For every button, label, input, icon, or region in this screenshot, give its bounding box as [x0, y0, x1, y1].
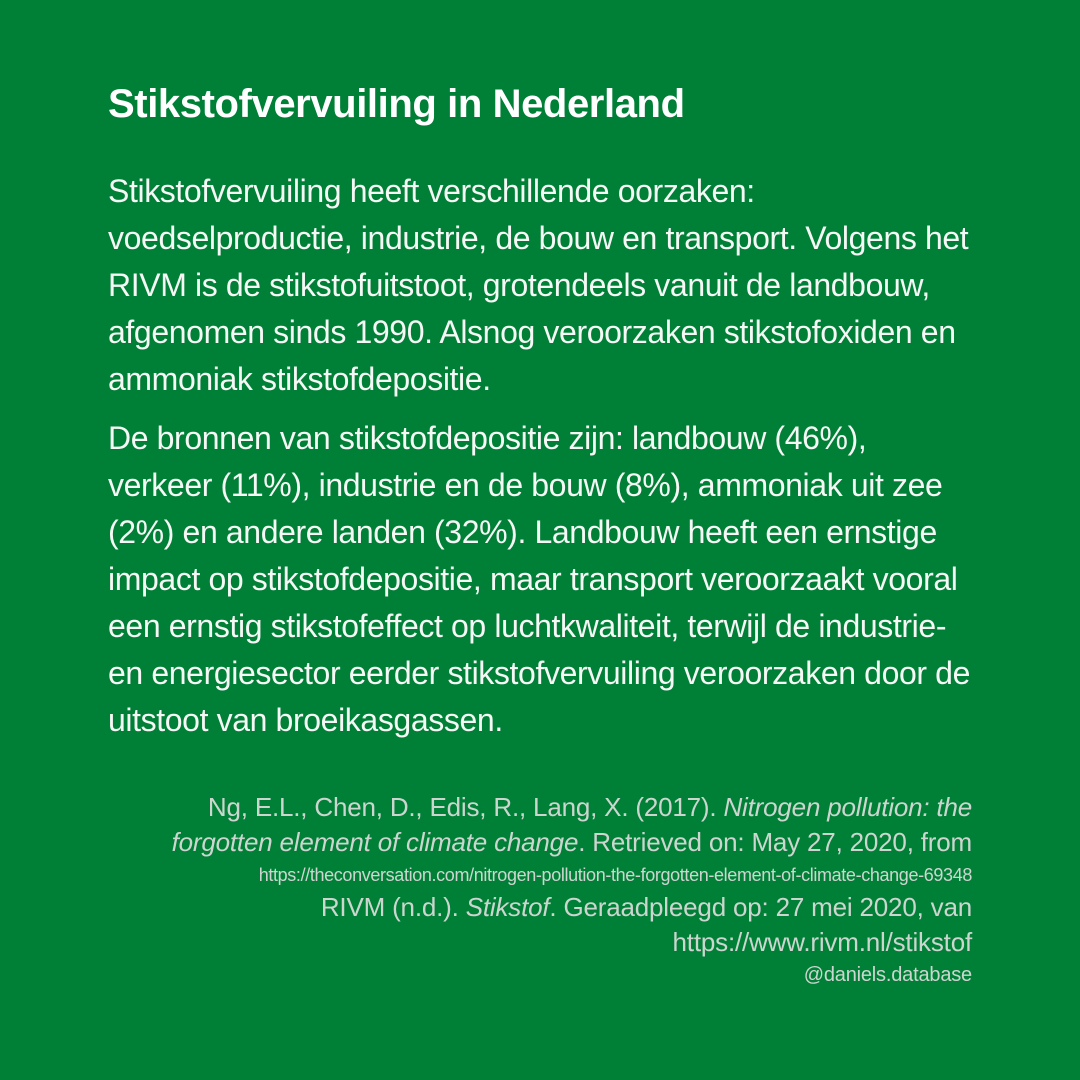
citation-1-url: https://theconversation.com/nitrogen-pollution-the-forgotten-element-of-climate-change-69348: [258, 865, 972, 885]
citation-2-retrieved: . Geraadpleegd op: 27 mei 2020, van: [549, 892, 972, 922]
citation-1-authors: Ng, E.L., Chen, D., Edis, R., Lang, X. (2017).: [207, 792, 724, 822]
post-title: Stikstofvervuiling in Nederland: [108, 82, 685, 126]
citation-1-retrieved: . Retrieved on: May 27, 2020, from: [578, 827, 972, 857]
body-paragraph-1: Stikstofvervuiling heeft verschillende oorzaken: voedselproductie, industrie, de bouw en transport. Volgens het RIVM is de stikstofuitstoot, grotendeels vanuit de landbouw, afgenomen sinds 1990. Alsnog veroorzaken stikstofoxiden en ammoniak stikstofdepositie.: [108, 173, 969, 397]
body-paragraph-2: De bronnen van stikstofdepositie zijn: landbouw (46%), verkeer (11%), industrie en de bouw (8%), ammoniak uit zee (2%) en andere landen (32%). Landbouw heeft een ernstige impact op stikstofdepositie, maar transport veroorzaakt vooral een ernstig stikstofeffect op luchtkwaliteit, terwijl de industrie- en energiesector eerder stikstofvervuiling veroorzaken door de uitstoot van broeikasgassen.: [108, 420, 971, 738]
citation-2-url: https://www.rivm.nl/stikstof: [672, 927, 972, 957]
citation-2-title: Stikstof: [465, 892, 550, 922]
citation-entry-2: [108, 890, 972, 960]
citations-block: [108, 790, 972, 990]
citation-entry-1: [108, 790, 972, 890]
body-copy: [108, 168, 972, 744]
citation-2-authors: RIVM (n.d.).: [320, 892, 466, 922]
instagram-handle: @daniels.database: [803, 964, 972, 986]
citation-1-title: Nitrogen pollution: the forgotten element of climate change: [171, 792, 972, 857]
